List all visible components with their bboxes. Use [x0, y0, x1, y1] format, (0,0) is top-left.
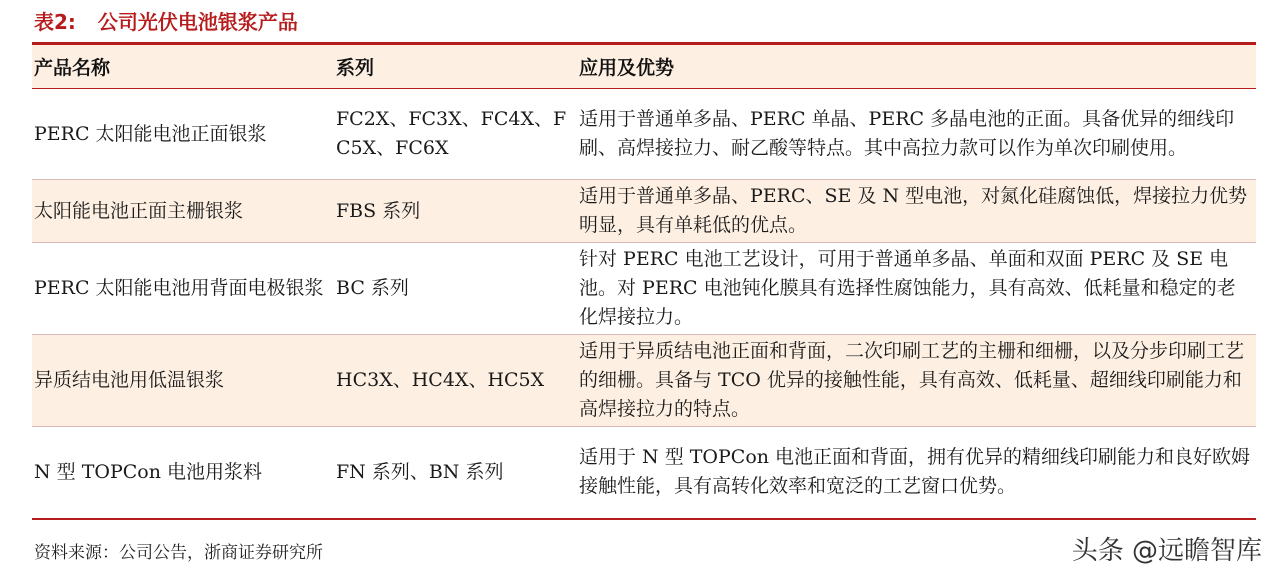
cell-series: HC3X、HC4X、HC5X: [334, 335, 577, 427]
table-row: [32, 335, 1256, 427]
watermark: 头条 @远瞻智库: [1071, 536, 1262, 566]
cell-application: 针对 PERC 电池工艺设计，可用于普通单多晶、单面和双面 PERC 及 SE 电池。对 PERC 电池钝化膜具有选择性腐蚀能力，具有高效、低耗量和稳定的老化焊接拉力。: [577, 243, 1256, 335]
header-series: 系列: [334, 45, 577, 89]
cell-application: 适用于异质结电池正面和背面，二次印刷工艺的主栅和细栅，以及分步印刷工艺的细栅。具备与 TCO 优异的接触性能，具有高效、低耗量、超细线印刷能力和高焊接拉力的特点。: [577, 335, 1256, 427]
cell-product-name: 异质结电池用低温银浆: [32, 335, 334, 427]
table-row: [32, 180, 1256, 243]
header-product-name: 产品名称: [32, 45, 334, 89]
header-application: 应用及优势: [577, 45, 1256, 89]
table-title: [34, 6, 298, 35]
cell-series: FC2X、FC3X、FC4X、FC5X、FC6X: [334, 89, 577, 180]
table-row: [32, 89, 1256, 180]
cell-application: 适用于普通单多晶、PERC、SE 及 N 型电池，对氮化硅腐蚀低，焊接拉力优势明显，具有单耗低的优点。: [577, 180, 1256, 243]
cell-product-name: N 型 TOPCon 电池用浆料: [32, 427, 334, 519]
cell-product-name: PERC 太阳能电池正面银浆: [32, 89, 334, 180]
source-note: 资料来源：公司公告，浙商证券研究所: [34, 543, 323, 563]
cell-application: 适用于普通单多晶、PERC 单晶、PERC 多晶电池的正面。具备优异的细线印刷、高焊接拉力、耐乙酸等特点。其中高拉力款可以作为单次印刷使用。: [577, 89, 1256, 180]
table-title-text: 公司光伏电池银浆产品: [97, 10, 298, 34]
product-table: [32, 45, 1256, 520]
table-row: [32, 427, 1256, 519]
table-number: 表2:: [34, 10, 76, 34]
table-row: [32, 243, 1256, 335]
cell-series: FBS 系列: [334, 180, 577, 243]
cell-series: BC 系列: [334, 243, 577, 335]
cell-series: FN 系列、BN 系列: [334, 427, 577, 519]
cell-product-name: 太阳能电池正面主栅银浆: [32, 180, 334, 243]
cell-application: 适用于 N 型 TOPCon 电池正面和背面，拥有优异的精细线印刷能力和良好欧姆接触性能，具有高转化效率和宽泛的工艺窗口优势。: [577, 427, 1256, 519]
cell-product-name: PERC 太阳能电池用背面电极银浆: [32, 243, 334, 335]
table-header-row: [32, 45, 1256, 89]
